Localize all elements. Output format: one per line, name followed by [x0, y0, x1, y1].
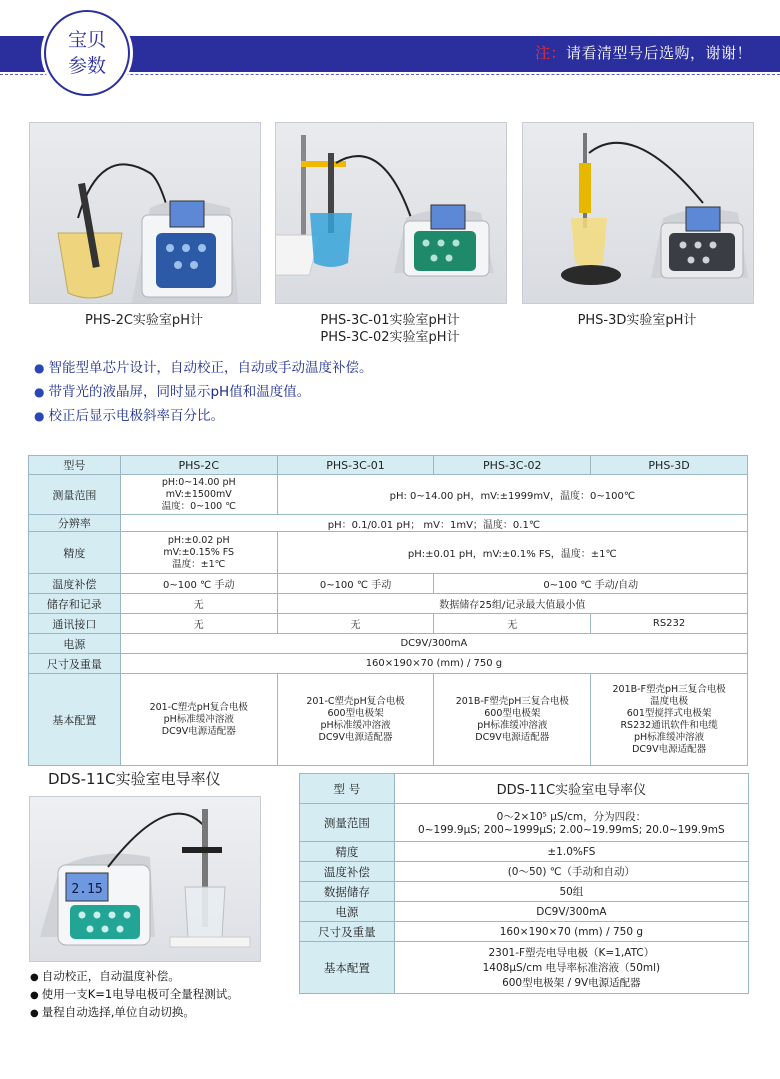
- product-caption-phs-2c: [29, 312, 259, 329]
- cell-line: 600型电极架 / 9V电源适配器: [502, 977, 641, 989]
- ph-meter-illustration: [30, 123, 260, 303]
- header-cell: DDS-11C实验室电导率仪: [394, 774, 748, 804]
- table-header-row: [300, 774, 749, 804]
- table-cell: 50组: [394, 882, 748, 902]
- row-label: 温度补偿: [300, 862, 395, 882]
- cell-line: DC9V电源适配器: [318, 731, 393, 743]
- ph-meter-illustration: [276, 123, 506, 303]
- table-cell: pH：0.1/0.01 pH； mV：1mV；温度：0.1℃: [120, 515, 747, 532]
- table-row: [29, 532, 748, 574]
- table-cell: [120, 475, 277, 515]
- cell-line: 温度：0~100 ℃: [161, 500, 236, 512]
- caption-line: PHS-3C-01实验室pH计: [320, 313, 460, 328]
- row-label: 基本配置: [29, 674, 121, 766]
- row-label: 测量范围: [300, 804, 395, 842]
- table-cell: RS232: [591, 614, 748, 634]
- row-label: 储存和记录: [29, 594, 121, 614]
- table-cell: [120, 532, 277, 574]
- dds-spec-table: [299, 773, 749, 994]
- table-cell: 0~100 ℃ 手动/自动: [434, 574, 748, 594]
- cell-line: 0~199.9μS; 200~1999μS; 2.00~19.99mS; 20.0~199.9mS: [418, 824, 725, 836]
- table-cell: [120, 674, 277, 766]
- row-label: 基本配置: [300, 942, 395, 994]
- row-label: 电源: [300, 902, 395, 922]
- table-cell: 0~100 ℃ 手动: [120, 574, 277, 594]
- product-caption-phs-3c: [275, 312, 505, 346]
- table-row: [300, 902, 749, 922]
- product-photo-phs-2c: [29, 122, 261, 304]
- table-row: [300, 862, 749, 882]
- table-row: [29, 515, 748, 532]
- row-label: 测量范围: [29, 475, 121, 515]
- ph-meter-illustration: [523, 123, 753, 303]
- table-cell: DC9V/300mA: [120, 634, 747, 654]
- purchase-notice: [535, 42, 752, 63]
- cell-line: DC9V电源适配器: [632, 743, 707, 755]
- cell-line: RS232通讯软件和电缆: [620, 719, 718, 731]
- table-cell: ±1.0%FS: [394, 842, 748, 862]
- row-label: 尺寸及重量: [300, 922, 395, 942]
- product-photo-dds-11c: [29, 796, 261, 962]
- feature-item: ● 使用一支K=1电导电极可全量程测试。: [30, 986, 239, 1004]
- feature-item: ● 自动校正，自动温度补偿。: [30, 968, 239, 986]
- cell-line: mV:±1500mV: [165, 488, 232, 500]
- feature-item: ● 智能型单芯片设计，自动校正，自动或手动温度补偿。: [34, 356, 372, 380]
- header-cell: 型号: [29, 456, 121, 475]
- cell-line: DC9V电源适配器: [161, 725, 236, 737]
- cell-line: 201-C塑壳pH复合电极: [149, 701, 248, 713]
- cell-line: pH标准缓冲溶液: [477, 719, 548, 731]
- cell-line: 0～2×10⁵ μS/cm，分为四段：: [496, 811, 647, 823]
- feature-item: ● 量程自动选择,单位自动切换。: [30, 1004, 239, 1022]
- cell-line: 600型电极架: [484, 707, 541, 719]
- cell-line: 温度电极: [650, 695, 689, 707]
- row-label: 精度: [29, 532, 121, 574]
- table-cell: 无: [120, 614, 277, 634]
- params-badge: [44, 10, 130, 96]
- table-cell: 无: [434, 614, 591, 634]
- cell-line: DC9V电源适配器: [475, 731, 550, 743]
- conductivity-meter-illustration: [30, 797, 260, 961]
- table-cell: 数据储存25组/记录最大值最小值: [277, 594, 747, 614]
- cell-line: 1408μS/cm 电导率标准溶液（50ml): [482, 962, 661, 974]
- cell-line: pH标准缓冲溶液: [163, 713, 234, 725]
- table-row: [29, 674, 748, 766]
- dds-feature-list: [30, 968, 239, 1022]
- row-label: 温度补偿: [29, 574, 121, 594]
- table-cell: 无: [120, 594, 277, 614]
- table-cell: [277, 674, 434, 766]
- meter-display-text: 2.15: [71, 882, 103, 897]
- product-caption-phs-3d: [522, 312, 752, 329]
- notice-text: 请看清型号后选购，谢谢！: [565, 44, 752, 62]
- table-cell: 无: [277, 614, 434, 634]
- cell-line: mV:±0.15% FS: [163, 546, 235, 558]
- row-label: 数据储存: [300, 882, 395, 902]
- table-cell: DC9V/300mA: [394, 902, 748, 922]
- cell-line: 2301-F塑壳电导电极（K=1,ATC）: [488, 947, 655, 959]
- table-cell: 160×190×70 (mm) / 750 g: [394, 922, 748, 942]
- cell-line: 温度：±1℃: [172, 558, 226, 570]
- table-cell: [434, 674, 591, 766]
- caption-line: PHS-3C-02实验室pH计: [320, 330, 460, 345]
- row-label: 通讯接口: [29, 614, 121, 634]
- cell-line: pH:0~14.00 pH: [161, 476, 236, 488]
- cell-line: 201B-F塑壳pH三复合电极: [455, 695, 569, 707]
- table-row: [29, 614, 748, 634]
- ph-spec-table: [28, 455, 748, 766]
- table-cell: pH: 0~14.00 pH，mV:±1999mV，温度：0~100℃: [277, 475, 747, 515]
- caption-line: PHS-2C实验室pH计: [85, 313, 203, 328]
- cell-line: 201B-F塑壳pH三复合电极: [612, 683, 726, 695]
- badge-line-1: 宝贝: [67, 29, 106, 51]
- row-label: 精度: [300, 842, 395, 862]
- table-cell: [394, 942, 748, 994]
- table-cell: 160×190×70 (mm) / 750 g: [120, 654, 747, 674]
- table-cell: 0~100 ℃ 手动: [277, 574, 434, 594]
- table-row: [29, 574, 748, 594]
- table-row: [29, 654, 748, 674]
- dds-section-title: DDS-11C实验室电导率仪: [48, 770, 221, 788]
- notice-prefix: 注：: [534, 44, 566, 62]
- header-cell: PHS-3C-01: [277, 456, 434, 475]
- badge-line-2: 参数: [67, 55, 106, 77]
- product-photo-phs-3c: [275, 122, 507, 304]
- table-cell: [591, 674, 748, 766]
- table-cell: pH:±0.01 pH，mV:±0.1% FS，温度：±1℃: [277, 532, 747, 574]
- table-row: [300, 922, 749, 942]
- cell-line: pH:±0.02 pH: [167, 534, 230, 546]
- feature-item: ● 校正后显示电极斜率百分比。: [34, 404, 372, 428]
- table-row: [300, 804, 749, 842]
- table-row: [29, 634, 748, 654]
- cell-line: 600型电极架: [327, 707, 384, 719]
- cell-line: pH标准缓冲溶液: [634, 731, 705, 743]
- table-row: [300, 842, 749, 862]
- table-row: [29, 475, 748, 515]
- row-label: 电源: [29, 634, 121, 654]
- row-label: 分辨率: [29, 515, 121, 532]
- table-cell: (0～50) ℃（手动和自动）: [394, 862, 748, 882]
- cell-line: 201-C塑壳pH复合电极: [306, 695, 405, 707]
- feature-list: [34, 356, 372, 428]
- table-header-row: [29, 456, 748, 475]
- table-cell: [394, 804, 748, 842]
- header-cell: PHS-3D: [591, 456, 748, 475]
- table-row: [29, 594, 748, 614]
- header-cell: 型 号: [300, 774, 395, 804]
- table-row: [300, 942, 749, 994]
- cell-line: 601型搅拌式电极架: [626, 707, 712, 719]
- feature-item: ● 带背光的液晶屏，同时显示pH值和温度值。: [34, 380, 372, 404]
- caption-line: PHS-3D实验室pH计: [577, 313, 697, 328]
- cell-line: pH标准缓冲溶液: [320, 719, 391, 731]
- row-label: 尺寸及重量: [29, 654, 121, 674]
- header-cell: PHS-3C-02: [434, 456, 591, 475]
- header-cell: PHS-2C: [120, 456, 277, 475]
- product-photo-phs-3d: [522, 122, 754, 304]
- table-row: [300, 882, 749, 902]
